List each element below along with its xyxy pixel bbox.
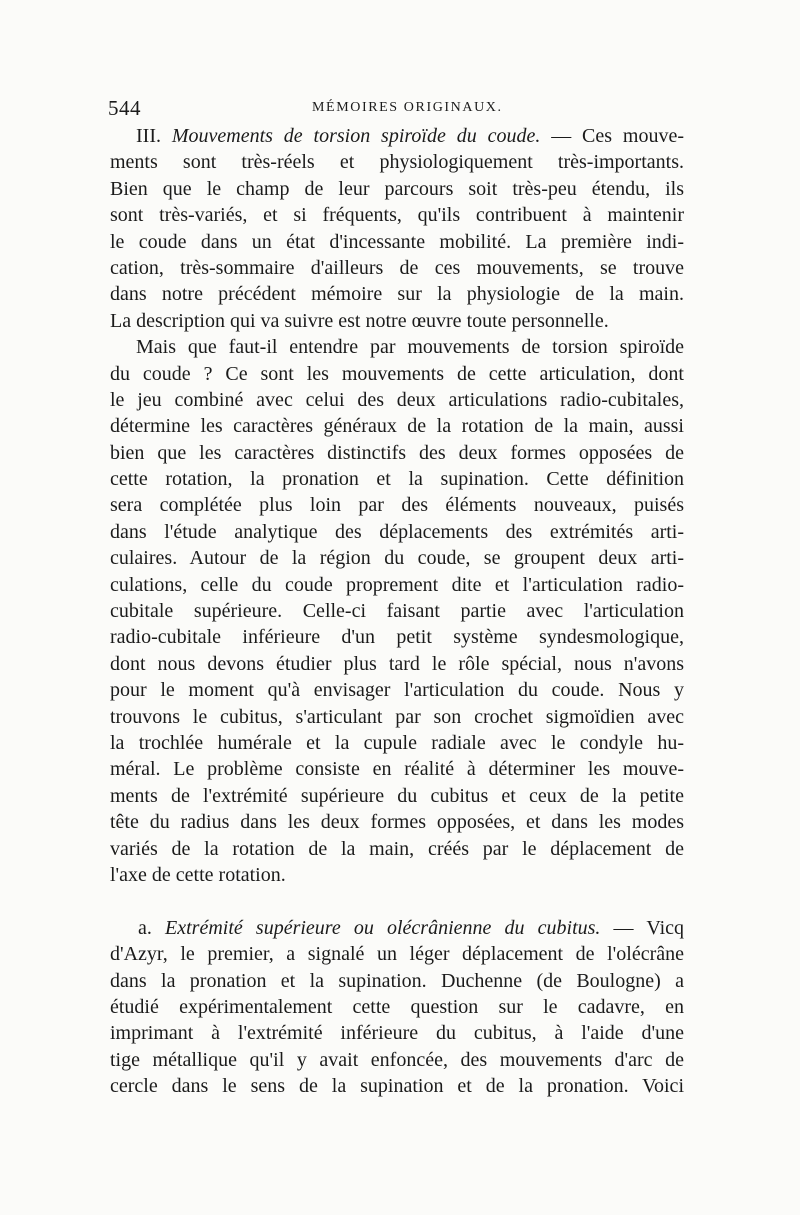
text-line: sont très-variés, et si fréquents, qu'ils contribuent à maintenir: [110, 204, 684, 227]
text-line: le coude dans un état d'incessante mobilité. La première indi-: [110, 230, 684, 253]
text-line: détermine les caractères généraux de la rotation de la main, aussi: [110, 415, 684, 438]
text-line: étudié expérimentalement cette question sur le cadavre, en: [110, 995, 684, 1018]
text-line: imprimant à l'extrémité inférieure du cubitus, à l'aide d'une: [110, 1022, 684, 1045]
text-line: culaires. Autour de la région du coude, se groupent deux arti-: [110, 547, 684, 570]
running-title: MÉMOIRES ORIGINAUX.: [312, 100, 503, 115]
text-line: cette rotation, la pronation et la supination. Cette définition: [110, 468, 684, 491]
text-line: cercle dans le sens de la supination et de la pronation. Voici: [110, 1075, 684, 1098]
text-line: tête du radius dans les deux formes opposées, et dans les modes: [110, 811, 684, 834]
text-line: ments sont très-réels et physiologiquement très-importants.: [110, 151, 684, 174]
text-line: méral. Le problème consiste en réalité à déterminer les mouve-: [110, 758, 684, 781]
text-line: tige métallique qu'il y avait enfoncée, des mouvements d'arc de: [110, 1048, 684, 1071]
subsection-lead: — Vicq: [600, 916, 685, 939]
text-line: dont nous devons étudier plus tard le rôle spécial, nous n'avons: [110, 652, 684, 675]
text-line: dans notre précédent mémoire sur la physiologie de la main.: [110, 283, 684, 306]
text-line: radio-cubitale inférieure d'un petit système syndesmologique,: [110, 626, 684, 649]
running-head: [108, 96, 686, 122]
section-heading-line: [110, 123, 684, 149]
page-number: 544: [108, 96, 141, 120]
section-number: III.: [136, 125, 161, 147]
text-line: l'axe de cette rotation.: [110, 863, 286, 886]
text-line: bien que les caractères distinctifs des deux formes opposées de: [110, 441, 684, 464]
text-line: Bien que le champ de leur parcours soit très-peu étendu, ils: [110, 177, 684, 200]
text-line: ments de l'extrémité supérieure du cubitus et ceux de la petite: [110, 784, 684, 807]
text-line: pour le moment qu'à envisager l'articulation du coude. Nous y: [110, 679, 684, 702]
text-line: dans la pronation et la supination. Duchenne (de Boulogne) a: [110, 969, 684, 992]
text-line: variés de la rotation de la main, créés par le déplacement de: [110, 837, 684, 860]
subsection-heading-line: [110, 915, 684, 941]
text-line: Mais que faut-il entendre par mouvements de torsion spiroïde: [136, 336, 684, 359]
subsection-title: Extrémité supérieure ou olécrânienne du cubitus.: [165, 916, 601, 939]
text-line: sera complétée plus loin par des éléments nouveaux, puisés: [110, 494, 684, 517]
text-line: trouvons le cubitus, s'articulant par son crochet sigmoïdien avec: [110, 705, 684, 728]
text-line: cation, très-sommaire d'ailleurs de ces mouvements, se trouve: [110, 256, 684, 279]
text-line: d'Azyr, le premier, a signalé un léger déplacement de l'olécrâne: [110, 943, 684, 966]
body-text: [110, 123, 684, 1099]
text-line: le jeu combiné avec celui des deux articulations radio-cubitales,: [110, 388, 684, 411]
text-line: la trochlée humérale et la cupule radiale avec le condyle hu-: [110, 731, 684, 754]
text-line: dans l'étude analytique des déplacements des extrémités arti-: [110, 520, 684, 543]
section-title: Mouvements de torsion spiroïde du coude.: [171, 125, 541, 147]
text-line: cubitale supérieure. Celle-ci faisant partie avec l'articulation: [110, 600, 684, 623]
text-line: du coude ? Ce sont les mouvements de cette articulation, dont: [110, 362, 684, 385]
text-line: La description qui va suivre est notre œuvre toute personnelle.: [110, 309, 609, 332]
section-lead: — Ces mouve-: [540, 125, 685, 147]
text-line: culations, celle du coude proprement dite et l'articulation radio-: [110, 573, 684, 596]
paragraph-gap: [110, 888, 684, 914]
subsection-letter: a.: [138, 916, 152, 939]
